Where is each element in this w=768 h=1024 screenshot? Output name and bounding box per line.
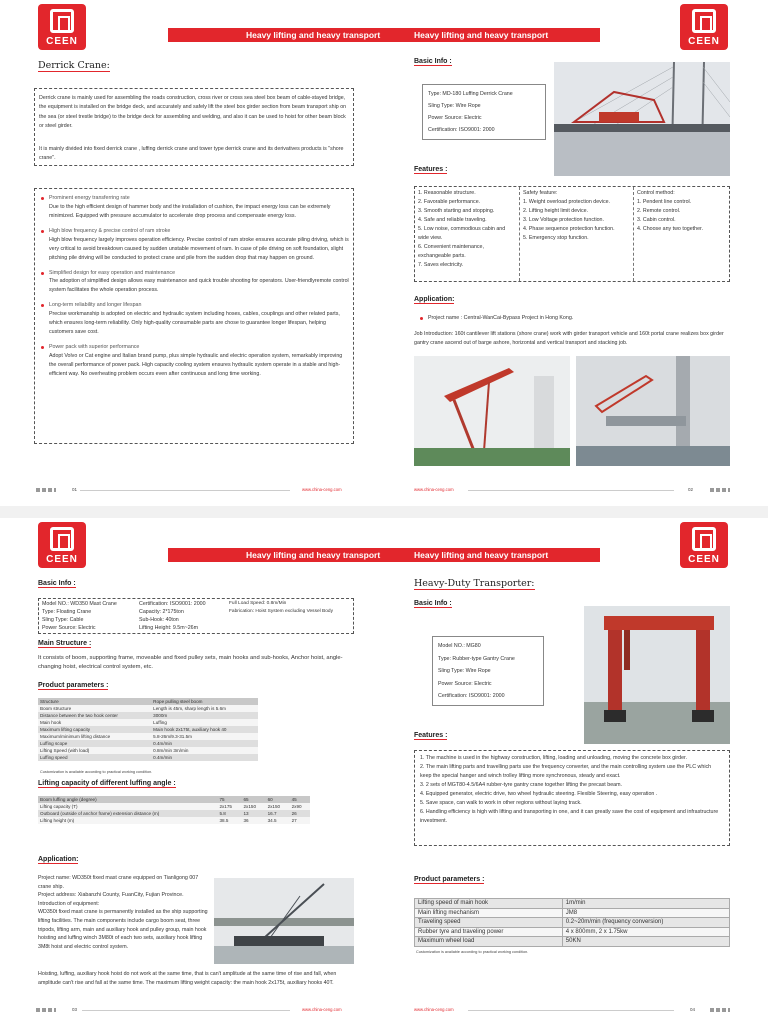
table-row: Outboard (outside of anchor frame) extension distance (m) 5.8 13 16.7 26	[38, 810, 310, 817]
gantry-crane-photo	[584, 606, 730, 744]
table-row: Boom luffing angle (degree) 75 65 60 45	[38, 796, 310, 803]
section-basic-info: Basic Info :	[38, 580, 76, 587]
logo-mark-icon	[692, 9, 716, 33]
product-params-table	[38, 698, 258, 761]
floating-crane-photo	[214, 878, 354, 964]
footer-url[interactable]: www.china-ceng.com	[302, 1007, 342, 1012]
table-row: Maximum lifting capacity Main hook 2x175t, auxiliary hook 40	[38, 726, 258, 733]
ceen-logo: CEEN	[38, 522, 86, 568]
section-features: Features :	[414, 166, 448, 173]
features-table	[414, 186, 730, 282]
footer-rule	[468, 490, 674, 491]
transporter-params-table	[414, 898, 730, 947]
section-basic-info: Basic Info :	[414, 600, 452, 607]
luffing-crane-photo	[414, 356, 570, 466]
page-title: Derrick Crane:	[38, 60, 110, 71]
intro-box: Derrick crane is mainly used for assembling the roads construction, cross river or cross sea steel box beam of cable-stayed bridge, the equipment is installed on the bridge deck, and accurately and safely lift the steel box girder section from beam transport ship on the sea (or steel trestle bridge) to the bridge deck for assembling and welding, and also it can be used to hoist for other beam block or steel girder. It is mainly divided into fixed derrick crane , luffing derrick crane and tower type derrick crane and its derivatives products is "shore crane".	[34, 88, 354, 166]
page-number: 02	[688, 487, 694, 492]
table-row: Maximum wheel load 50KN	[415, 937, 730, 947]
table-row: Maximum/minimum lifting distance 5.8-26m/9.3-31.5m	[38, 733, 258, 740]
application-text-cont: Hoisting, luffing, auxiliary hook hoist do not work at the same time, that is can't amplitude at the same time of rise and fall, when amplitude can't rise and fall at the same time. The maximum lifting weight capacity: the main hook 2x175t, auxiliary hooks 40T.	[38, 971, 337, 986]
table-row: Structure Rope pulling steel boom	[38, 698, 258, 705]
main-structure-text: It consists of boom, supporting frame, moveable and fixed pulley sets, main hooks and sub-hooks, Anchor hoist, angle-changing hoist, electrical control system, etc.	[38, 655, 343, 671]
features-col-control: Control method: 1. Pendent line control. 2. Remote control. 3. Cabin control. 4. Choose any two together.	[637, 190, 703, 232]
spread-pages-1-2	[0, 0, 768, 506]
page-dots	[710, 1008, 730, 1012]
header-band: Heavy lifting and heavy transport Heavy lifting and heavy transport	[168, 28, 600, 42]
features-col-general: 1. Reasonable structure. 2. Favorable performance. 3. Smooth starting and stopping. 4. Safe and reliable traveling. 5. Low noise, commodious cabin and wide view. 6. Convenient maintenance, exchangeable parts. 7. Saves electricity.	[418, 190, 506, 268]
params-note: Customization is available according to practical working condition.	[40, 770, 153, 774]
project-name: Project name : Central-WanCai-Bypass Project in Hong Kong.	[418, 314, 718, 323]
logo-mark-icon	[50, 9, 74, 33]
table-row: Lifting height (m) 38.5 36 34.5 27	[38, 817, 310, 824]
features-col-safety: Safety feature: 1. Weight overload protection device. 2. Lifting height limit device. 3. Low Voltage protection function. 4. Phase sequence protection function. 5. Emergency stop function.	[523, 190, 615, 241]
job-introduction: Job Introduction: 160t cantilever lift stations (shore crane) work with girder transport vehicle and 160t portal crane realizes box girder gantry crane ascend out of barge ashore, horizontal and vertical transport and stacking job.	[414, 331, 724, 347]
section-basic-info: Basic Info :	[414, 58, 452, 65]
application-text: Project name: WD350t fixed mast crane equipped on Tianligong 007 crane ship. Project address: Xiabanzhi County, FuanCity, Fujian Province. Introduction of equipment: WD350t fixed mast crane is permanently installed as the ship supporting lifting facilities. The main components include cargo boom seat, three tripods, lifting arm, main and auxiliary hook and pulley group, main hook hoisting and luffing winch 3M80t of each two sets, auxiliary hook lifting 3M8t hoist and electric control system.	[38, 875, 208, 950]
transporter-features-box: 1. The machine is used in the highway construction, lifting, loading and unloading, moving the concrete box girder. 2. The main lifting parts and travelling parts use the frequency converter, and the main controlling system use the PLC which keep the special hanger and winch trolley lifting more synchronous, steady and exact. 3. 2 sets of MGT80-4.5/6A4 rubber-tyre gantry crane together lifting the precast beam. 4. Equipped generator, electric drive, two wheel hydraulic steering. Flexible Steering, easy operation . 5. Save space, can walk to work in other regions without laying track. 6. Handling efficiency is high with lifting and transporting in one, and it can greatly save the cost of equipment and infrastructure investment.	[414, 750, 730, 846]
header-band: Heavy lifting and heavy transport Heavy lifting and heavy transport	[168, 548, 600, 562]
section-main-structure: Main Structure :	[38, 640, 92, 647]
section-product-params: Product parameters :	[38, 682, 109, 689]
table-row: Lifting capacity (T) 2x175 2x150 2x150 2x90	[38, 803, 310, 810]
table-row: Luffing speed 0.4m/min	[38, 754, 258, 761]
page-dots	[710, 488, 730, 492]
page-dots	[36, 1008, 56, 1012]
transporter-info-box: Model NO.: MG80 Type: Rubber-type Gantry Crane Sling Type: Wire Rope Power Source: Electric Certification: ISO9001: 2000	[432, 636, 544, 706]
footer-rule	[82, 1010, 290, 1011]
derrick-crane-bridge-photo	[554, 62, 730, 176]
section-luffing-capacity: Lifting capacity of different luffing angle :	[38, 780, 176, 787]
table-row: Main lifting mechanism JM8	[415, 908, 730, 918]
section-product-params: Product parameters :	[414, 876, 485, 883]
table-row: Rubber tyre and traveling power 4 x 800mm, 2 x 1.75kw	[415, 927, 730, 937]
footer-rule	[80, 490, 290, 491]
advantages-box: Prominent energy transferring rate Due to the high efficient design of hammer body and the installation of cushion, the impact energy loss can be extremely minimized. Equipped with pressure accumulator to accelerate drop process and compensate energy loss. High blow frequency & precise control of ram stroke High blow frequency largely improves operation efficiency. Precise control of ram stroke ensures accurate piling driving, which is very critical to avoid breakdown caused by sudden unstable movement of ram. In case of pile driving on soft foundation, slight pitching pile driving will be conducted to protect crane and pile from the sudden drop that may happen on ground. Simplified design for easy operation and maintenance The adoption of simplified design allows easy maintenance and quick trouble shooting for operators. User-friendlyremote control system facilitates the whole operation process. Long-term reliability and longer lifespan Precise workmanship is adopted on electric and hydraulic system including hoses, cables, couplings and other related parts, which ensures long-term reliability. Only high-quality consumable parts are chose to guarantee longer lifespan, helping customers save cost. Power pack with superior performance Adopt Volvo or Cat engine and Italian brand pump, plus simple hydraulic and electric operation system, remarkably improving the overall performance of power pack. High capacity cooling system ensures hydraulic system operate in a stable and high-efficient way. No overheating problem occurs even after continuous and long time working.	[34, 188, 354, 444]
table-row: Main hook Luffing	[38, 719, 258, 726]
section-features: Features :	[414, 732, 448, 739]
footer-url[interactable]: www.china-ceng.com	[302, 487, 342, 492]
luffing-capacity-table	[38, 796, 310, 824]
table-row: Lifting speed of main hook 1m/min	[415, 899, 730, 909]
mast-crane-info-box: Model NO.: WD350 Mast Crane Type: Floating Crane Sling Type: Cable Power Source: Electric Certification: ISO9001: 2000 Capacity: 2*175ton Sub-Hook: 40ton Lifting Height: 9.5m~26m Full Load Speed: 0.8m/Min Fabrication: Hoist System excluding Vessel Body	[38, 598, 354, 634]
logo-mark-icon	[692, 527, 716, 551]
ceen-logo: CEEN	[680, 522, 728, 568]
ceen-logo: CEEN	[680, 4, 728, 50]
spread-pages-3-4	[0, 518, 768, 1024]
ceen-logo: CEEN	[38, 4, 86, 50]
section-application: Application:	[38, 856, 79, 863]
portal-crane-bridge-photo	[576, 356, 730, 466]
table-row: Boom structure Length is 45m, sharp length is 5.6m	[38, 705, 258, 712]
table-row: Luffing scope 0.4m/min	[38, 740, 258, 747]
params-note: Customization is available according to practical working condition.	[416, 950, 529, 954]
page-number: 03	[72, 1007, 78, 1012]
footer-url[interactable]: www.china-ceng.com	[414, 1007, 454, 1012]
footer-rule	[468, 1010, 674, 1011]
section-application: Application:	[414, 296, 455, 303]
spread-separator	[0, 506, 768, 518]
basic-info-box: Type: MD-180 Luffing Derrick Crane Sling Type: Wire Rope Power Source: Electric Certification: ISO9001: 2000	[422, 84, 546, 140]
transporter-title: Heavy-Duty Transporter:	[414, 578, 535, 589]
page-dots	[36, 488, 56, 492]
table-row: Distance between the two hook center 3000m	[38, 712, 258, 719]
logo-mark-icon	[50, 527, 74, 551]
page-number: 01	[72, 487, 78, 492]
table-row: Lifting Speed (with load) 0.8m/min 3m/min	[38, 747, 258, 754]
footer-url[interactable]: www.china-ceng.com	[414, 487, 454, 492]
page-number: 04	[690, 1007, 696, 1012]
table-row: Traveling speed 0.2~20m/min (frequency conversion)	[415, 918, 730, 928]
